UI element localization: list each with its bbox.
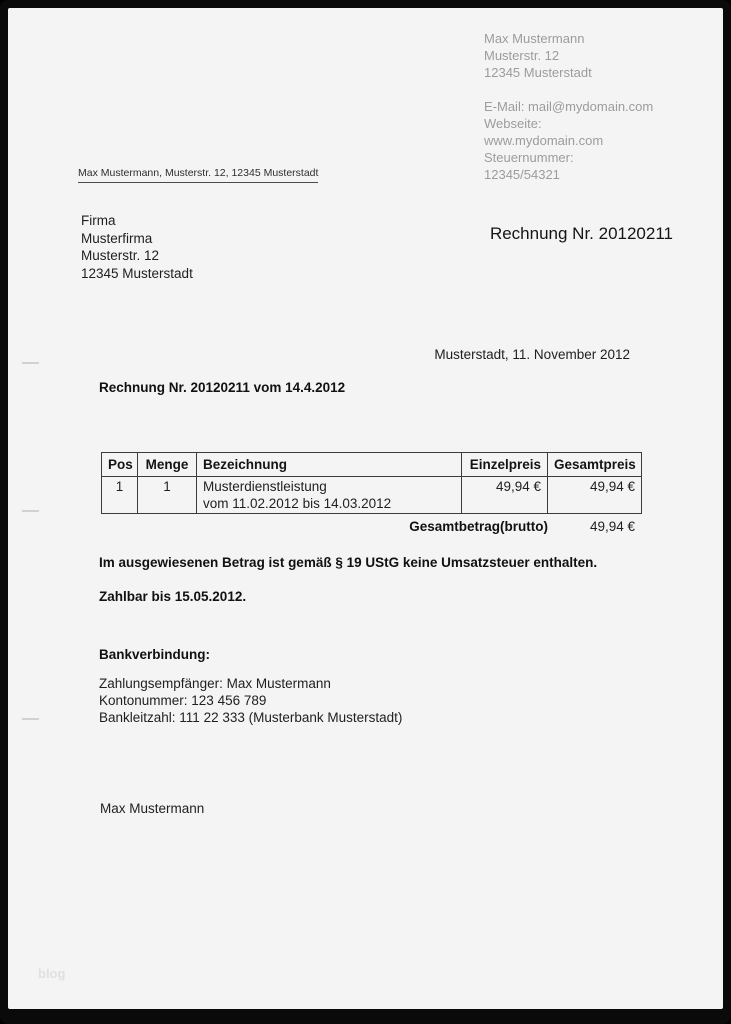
- invoice-subject: Rechnung Nr. 20120211 vom 14.4.2012: [99, 380, 346, 395]
- col-header-pos: Pos: [102, 453, 138, 477]
- fold-mark: [22, 718, 39, 720]
- recipient-line: Firma: [81, 213, 116, 228]
- bezeichnung-line1: Musterdienstleistung: [203, 479, 327, 494]
- blog-watermark: blog: [38, 966, 66, 981]
- col-header-einzelpreis: Einzelpreis: [462, 453, 548, 477]
- fold-mark: [22, 362, 39, 364]
- bank-account: Kontonummer: 123 456 789: [99, 693, 267, 708]
- sender-contact-website-label: Webseite:: [484, 116, 542, 131]
- bank-payee: Zahlungsempfänger: Max Mustermann: [99, 676, 331, 691]
- table-row: [102, 477, 642, 514]
- recipient-address-block: [81, 212, 193, 282]
- total-row: [101, 519, 641, 534]
- cell-pos: 1: [102, 477, 138, 514]
- sender-contact-tax-label: Steuernummer:: [484, 150, 574, 165]
- cell-einzelpreis: 49,94 €: [462, 477, 548, 514]
- bank-code-line: Bankleitzahl: 111 22 333 (Musterbank Musterstadt): [99, 710, 403, 725]
- sender-contact-email: E-Mail: mail@mydomain.com: [484, 99, 654, 114]
- sender-contact-block: [484, 30, 653, 183]
- bank-details-block: [99, 675, 402, 726]
- bezeichnung-line2: vom 11.02.2012 bis 14.03.2012: [203, 496, 392, 511]
- col-header-bezeichnung: Bezeichnung: [197, 453, 462, 477]
- fold-mark: [22, 510, 39, 512]
- line-items-table: [101, 452, 642, 514]
- total-label: Gesamtbetrag(brutto): [409, 519, 548, 534]
- cell-bezeichnung: [197, 477, 462, 514]
- sender-contact-website-url: www.mydomain.com: [484, 133, 604, 148]
- table-header-row: [102, 453, 642, 477]
- bank-details-heading: Bankverbindung:: [99, 647, 211, 662]
- sender-contact-tax-number: 12345/54321: [484, 167, 560, 182]
- cell-gesamtpreis: 49,94 €: [548, 477, 642, 514]
- cell-menge: 1: [138, 477, 197, 514]
- invoice-title: Rechnung Nr. 20120211: [489, 224, 673, 243]
- sender-contact-street: Musterstr. 12: [484, 48, 560, 63]
- col-header-menge: Menge: [138, 453, 197, 477]
- date-line: Musterstadt, 11. November 2012: [434, 347, 630, 362]
- signature-name: Max Mustermann: [100, 801, 205, 816]
- recipient-line: Musterstr. 12: [81, 248, 160, 263]
- sender-contact-city: 12345 Musterstadt: [484, 65, 592, 80]
- return-address-line: Max Mustermann, Musterstr. 12, 12345 Musterstadt: [78, 167, 318, 183]
- col-header-gesamtpreis: Gesamtpreis: [548, 453, 642, 477]
- spacer: [484, 81, 653, 98]
- sender-contact-name: Max Mustermann: [484, 31, 585, 46]
- tax-exemption-note: Im ausgewiesenen Betrag ist gemäß § 19 UStG keine Umsatzsteuer enthalten.: [99, 555, 598, 570]
- recipient-line: 12345 Musterstadt: [81, 265, 193, 281]
- payment-due-note: Zahlbar bis 15.05.2012.: [99, 589, 247, 604]
- total-value: 49,94 €: [589, 519, 635, 534]
- recipient-line: Musterfirma: [81, 230, 153, 246]
